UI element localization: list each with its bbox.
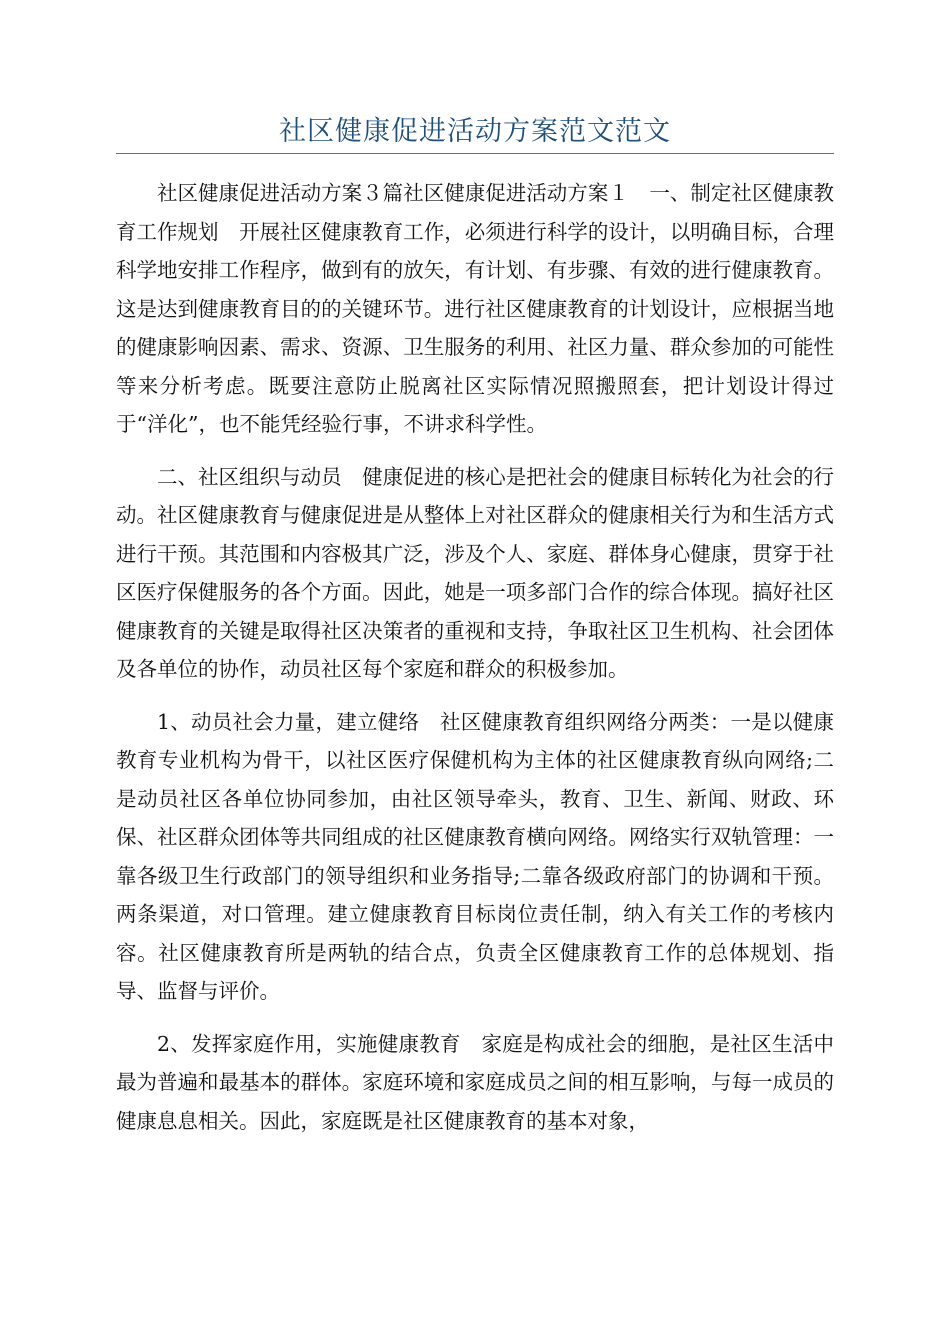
document-body	[116, 174, 834, 1154]
paragraph-section-2-1: 1、动员社会力量，建立健络 社区健康教育组织网络分两类：一是以健康教育专业机构为骨干，以社区医疗保健机构为主体的社区健康教育纵向网络;二是动员社区各单位协同参加，由社区领导牵头，教育、卫生、新闻、财政、环保、社区群众团体等共同组成的社区健康教育横向网络。网络实行双轨管理：一靠各级卫生行政部门的领导组织和业务指导;二靠各级政府部门的协调和干预。两条渠道，对口管理。建立健康教育目标岗位责任制，纳入有关工作的考核内容。社区健康教育所是两轨的结合点，负责全区健康教育工作的总体规划、指导、监督与评价。	[116, 709, 834, 1003]
paragraph-section-2-2: 2、发挥家庭作用，实施健康教育 家庭是构成社会的细胞，是社区生活中最为普遍和最基本的群体。家庭环境和家庭成员之间的相互影响，与每一成员的健康息息相关。因此，家庭既是社区健康教育的基本对象，	[116, 1031, 834, 1133]
document-title: 社区健康促进活动方案范文范文	[279, 116, 671, 147]
paragraph-intro: 社区健康促进活动方案３篇社区健康促进活动方案１ 一、制定社区健康教育工作规划 开展社区健康教育工作，必须进行科学的设计，以明确目标，合理科学地安排工作程序，做到有的放矢，有计划、有步骤、有效的进行健康教育。这是达到健康教育目的的关键环节。进行社区健康教育的计划设计，应根据当地的健康影响因素、需求、资源、卫生服务的利用、社区力量、群众参加的可能性等来分析考虑。既要注意防止脱离社区实际情况照搬照套，把计划设计得过于“洋化”，也不能凭经验行事，不讲求科学性。	[116, 181, 834, 436]
paragraph-section-2: 二、社区组织与动员 健康促进的核心是把社会的健康目标转化为社会的行动。社区健康教育与健康促进是从整体上对社区群众的健康相关行为和生活方式进行干预。其范围和内容极其广泛，涉及个人、家庭、群体身心健康，贯穿于社区医疗保健服务的各个方面。因此，她是一项多部门合作的综合体现。搞好社区健康教育的关键是取得社区决策者的重视和支持，争取社区卫生机构、社会团体及各单位的协作，动员社区每个家庭和群众的积极参加。	[116, 464, 834, 681]
title-underline	[116, 153, 834, 154]
